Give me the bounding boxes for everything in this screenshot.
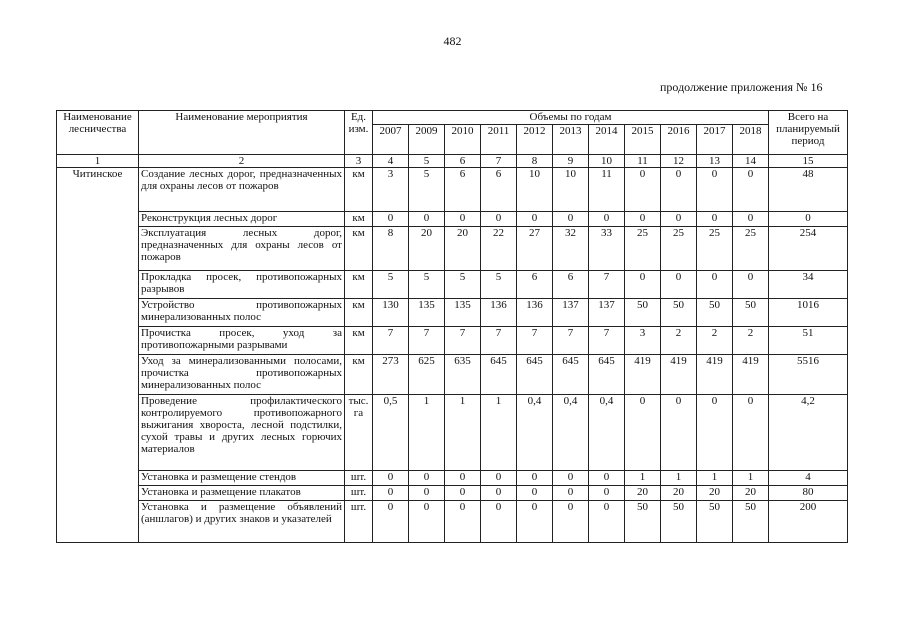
year-value: 645 — [589, 355, 625, 395]
year-value: 0 — [589, 212, 625, 227]
total-value: 4,2 — [769, 395, 848, 471]
year-value: 0 — [661, 395, 697, 471]
unit-cell: шт. — [345, 501, 373, 543]
year-value: 50 — [661, 299, 697, 327]
header-year: 2013 — [553, 125, 589, 155]
unit-cell: тыс. га — [345, 395, 373, 471]
year-value: 625 — [409, 355, 445, 395]
year-value: 27 — [517, 227, 553, 271]
year-value: 1 — [661, 471, 697, 486]
activity-name: Установка и размещение стендов — [139, 471, 345, 486]
year-value: 0 — [373, 471, 409, 486]
year-value: 0 — [517, 486, 553, 501]
year-value: 1 — [481, 395, 517, 471]
activity-name: Прокладка просек, противопожарных разрывов — [139, 271, 345, 299]
header-year: 2011 — [481, 125, 517, 155]
year-value: 0,5 — [373, 395, 409, 471]
year-value: 0 — [661, 168, 697, 212]
year-value: 0 — [517, 501, 553, 543]
column-index: 8 — [517, 155, 553, 168]
column-index: 14 — [733, 155, 769, 168]
year-value: 0 — [733, 271, 769, 299]
year-value: 5 — [445, 271, 481, 299]
year-value: 25 — [625, 227, 661, 271]
activity-name: Проведение профилактического контролируемого противопожарного выжигания хвороста, лесной подстилки, сухой травы и других лесных горючих материалов — [139, 395, 345, 471]
year-value: 33 — [589, 227, 625, 271]
total-value: 51 — [769, 327, 848, 355]
activity-name: Реконструкция лесных дорог — [139, 212, 345, 227]
table-row — [57, 227, 848, 271]
year-value: 0 — [517, 471, 553, 486]
year-value: 25 — [697, 227, 733, 271]
table-row — [57, 501, 848, 543]
appendix-note: продолжение приложения № 16 — [660, 80, 823, 94]
year-value: 7 — [553, 327, 589, 355]
year-value: 0 — [661, 212, 697, 227]
table-row — [57, 395, 848, 471]
year-value: 0 — [589, 501, 625, 543]
year-value: 0 — [445, 471, 481, 486]
column-index: 13 — [697, 155, 733, 168]
unit-cell: км — [345, 271, 373, 299]
year-value: 11 — [589, 168, 625, 212]
total-value: 48 — [769, 168, 848, 212]
year-value: 0 — [625, 395, 661, 471]
year-value: 2 — [697, 327, 733, 355]
year-value: 273 — [373, 355, 409, 395]
year-value: 1 — [625, 471, 661, 486]
header-year: 2017 — [697, 125, 733, 155]
total-value: 200 — [769, 501, 848, 543]
year-value: 0 — [373, 486, 409, 501]
year-value: 8 — [373, 227, 409, 271]
year-value: 10 — [553, 168, 589, 212]
table-row — [57, 271, 848, 299]
header-volumes: Объемы по годам — [373, 111, 769, 125]
year-value: 137 — [553, 299, 589, 327]
year-value: 0 — [553, 212, 589, 227]
year-value: 0 — [445, 486, 481, 501]
year-value: 0 — [481, 212, 517, 227]
year-value: 20 — [445, 227, 481, 271]
year-value: 7 — [445, 327, 481, 355]
unit-cell: км — [345, 327, 373, 355]
year-value: 20 — [661, 486, 697, 501]
year-value: 50 — [697, 501, 733, 543]
year-value: 0 — [733, 395, 769, 471]
total-value: 80 — [769, 486, 848, 501]
year-value: 136 — [481, 299, 517, 327]
year-value: 6 — [517, 271, 553, 299]
table-row — [57, 486, 848, 501]
header-year: 2012 — [517, 125, 553, 155]
total-value: 34 — [769, 271, 848, 299]
year-value: 1 — [445, 395, 481, 471]
year-value: 7 — [481, 327, 517, 355]
year-value: 20 — [409, 227, 445, 271]
year-value: 0 — [553, 486, 589, 501]
year-value: 137 — [589, 299, 625, 327]
year-value: 3 — [625, 327, 661, 355]
year-value: 0 — [409, 212, 445, 227]
unit-cell: км — [345, 212, 373, 227]
year-value: 645 — [481, 355, 517, 395]
year-value: 5 — [409, 271, 445, 299]
year-value: 1 — [697, 471, 733, 486]
year-value: 0 — [445, 501, 481, 543]
year-value: 0 — [409, 501, 445, 543]
column-index: 10 — [589, 155, 625, 168]
year-value: 135 — [445, 299, 481, 327]
year-value: 20 — [733, 486, 769, 501]
header-total: Всего на планируемый период — [769, 111, 848, 155]
activity-name: Прочистка просек, уход за противопожарными разрывами — [139, 327, 345, 355]
year-value: 635 — [445, 355, 481, 395]
total-value: 254 — [769, 227, 848, 271]
total-value: 1016 — [769, 299, 848, 327]
year-value: 6 — [481, 168, 517, 212]
year-value: 0 — [697, 168, 733, 212]
header-forestry: Наименование лесничества — [57, 111, 139, 155]
unit-cell: км — [345, 227, 373, 271]
column-index: 2 — [139, 155, 345, 168]
column-index: 12 — [661, 155, 697, 168]
year-value: 50 — [733, 299, 769, 327]
column-index: 11 — [625, 155, 661, 168]
year-value: 136 — [517, 299, 553, 327]
year-value: 0 — [409, 486, 445, 501]
year-value: 7 — [373, 327, 409, 355]
year-value: 25 — [661, 227, 697, 271]
year-value: 0 — [589, 486, 625, 501]
forestry-name: Читинское — [57, 168, 139, 543]
activity-name: Эксплуатация лесных дорог, предназначенных для охраны лесов от пожаров — [139, 227, 345, 271]
header-year: 2016 — [661, 125, 697, 155]
column-index: 6 — [445, 155, 481, 168]
year-value: 6 — [445, 168, 481, 212]
table-row — [57, 471, 848, 486]
column-index: 4 — [373, 155, 409, 168]
year-value: 20 — [625, 486, 661, 501]
year-value: 0 — [481, 471, 517, 486]
year-value: 645 — [553, 355, 589, 395]
unit-cell: км — [345, 299, 373, 327]
year-value: 130 — [373, 299, 409, 327]
header-unit: Ед. изм. — [345, 111, 373, 155]
year-value: 1 — [733, 471, 769, 486]
year-value: 7 — [589, 271, 625, 299]
unit-cell: км — [345, 355, 373, 395]
year-value: 50 — [697, 299, 733, 327]
year-value: 419 — [625, 355, 661, 395]
year-value: 419 — [661, 355, 697, 395]
year-value: 2 — [661, 327, 697, 355]
year-value: 0 — [517, 212, 553, 227]
column-index: 9 — [553, 155, 589, 168]
year-value: 50 — [625, 501, 661, 543]
header-year: 2015 — [625, 125, 661, 155]
year-value: 50 — [733, 501, 769, 543]
year-value: 0 — [481, 501, 517, 543]
activity-name: Установка и размещение объявлений (аншлагов) и других знаков и указателей — [139, 501, 345, 543]
year-value: 10 — [517, 168, 553, 212]
year-value: 0 — [589, 471, 625, 486]
year-value: 20 — [697, 486, 733, 501]
header-year: 2009 — [409, 125, 445, 155]
year-value: 7 — [589, 327, 625, 355]
year-value: 0 — [481, 486, 517, 501]
column-index: 1 — [57, 155, 139, 168]
year-value: 7 — [409, 327, 445, 355]
activity-name: Установка и размещение плакатов — [139, 486, 345, 501]
year-value: 0 — [661, 271, 697, 299]
unit-cell: шт. — [345, 486, 373, 501]
header-activity: Наименование мероприятия — [139, 111, 345, 155]
year-value: 0,4 — [553, 395, 589, 471]
year-value: 50 — [625, 299, 661, 327]
year-value: 5 — [409, 168, 445, 212]
year-value: 7 — [517, 327, 553, 355]
year-value: 419 — [733, 355, 769, 395]
unit-cell: км — [345, 168, 373, 212]
activity-name: Создание лесных дорог, предназначенных для охраны лесов от пожаров — [139, 168, 345, 212]
header-year: 2010 — [445, 125, 481, 155]
activity-name: Устройство противопожарных минерализованных полос — [139, 299, 345, 327]
year-value: 135 — [409, 299, 445, 327]
total-value: 4 — [769, 471, 848, 486]
year-value: 0 — [733, 212, 769, 227]
total-value: 0 — [769, 212, 848, 227]
header-year: 2007 — [373, 125, 409, 155]
year-value: 5 — [373, 271, 409, 299]
column-index: 3 — [345, 155, 373, 168]
page-number: 482 — [443, 34, 462, 48]
year-value: 1 — [409, 395, 445, 471]
year-value: 2 — [733, 327, 769, 355]
column-index: 15 — [769, 155, 848, 168]
year-value: 50 — [661, 501, 697, 543]
year-value: 5 — [481, 271, 517, 299]
year-value: 0 — [373, 501, 409, 543]
year-value: 32 — [553, 227, 589, 271]
year-value: 0 — [697, 395, 733, 471]
column-index: 7 — [481, 155, 517, 168]
table-row — [57, 355, 848, 395]
header-year: 2014 — [589, 125, 625, 155]
year-value: 0,4 — [517, 395, 553, 471]
year-value: 0 — [409, 471, 445, 486]
column-index: 5 — [409, 155, 445, 168]
header-year: 2018 — [733, 125, 769, 155]
year-value: 0 — [697, 212, 733, 227]
year-value: 419 — [697, 355, 733, 395]
year-value: 0 — [445, 212, 481, 227]
year-value: 25 — [733, 227, 769, 271]
year-value: 6 — [553, 271, 589, 299]
year-value: 0 — [733, 168, 769, 212]
volumes-table — [56, 110, 848, 543]
activity-name: Уход за минерализованными полосами, прочистка противопожарных минерализованных полос — [139, 355, 345, 395]
table-row — [57, 299, 848, 327]
year-value: 0 — [625, 168, 661, 212]
year-value: 0 — [625, 212, 661, 227]
year-value: 645 — [517, 355, 553, 395]
year-value: 0 — [697, 271, 733, 299]
year-value: 0,4 — [589, 395, 625, 471]
total-value: 5516 — [769, 355, 848, 395]
year-value: 22 — [481, 227, 517, 271]
year-value: 0 — [373, 212, 409, 227]
table-row — [57, 327, 848, 355]
table-row — [57, 168, 848, 212]
unit-cell: шт. — [345, 471, 373, 486]
year-value: 3 — [373, 168, 409, 212]
table-row — [57, 212, 848, 227]
year-value: 0 — [553, 471, 589, 486]
year-value: 0 — [625, 271, 661, 299]
year-value: 0 — [553, 501, 589, 543]
